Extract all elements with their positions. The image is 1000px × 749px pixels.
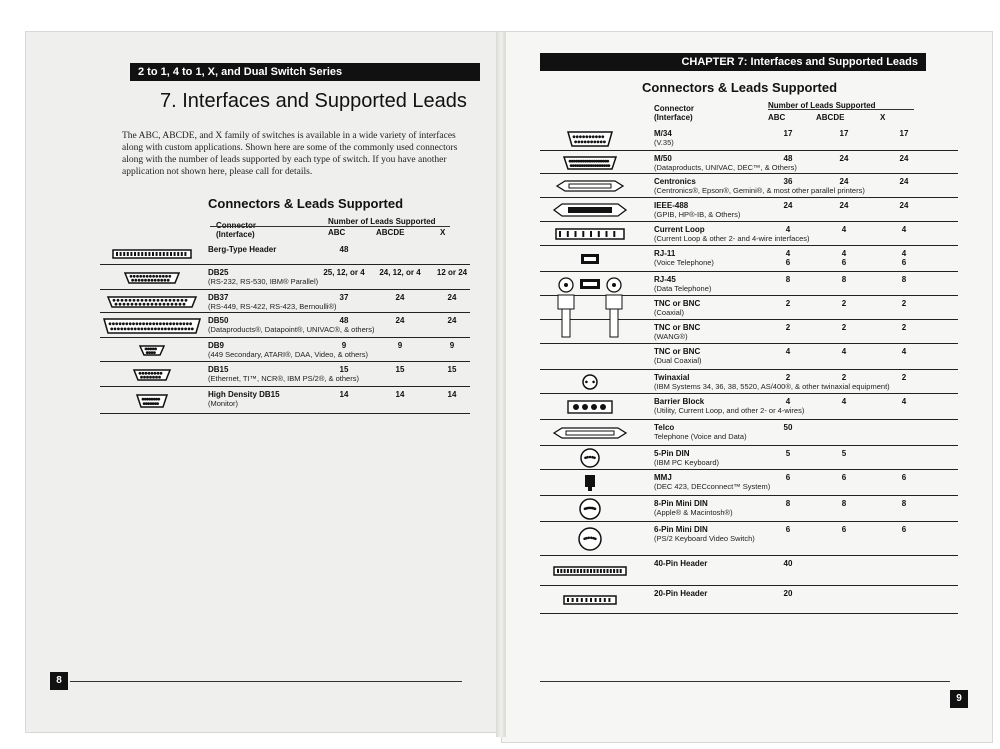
leads-x: 2 xyxy=(901,299,907,308)
connector-description: (Utility, Current Loop, and other 2- or 4-wires) xyxy=(654,406,805,415)
connector-name: DB50 xyxy=(208,316,229,325)
connector-row xyxy=(540,151,958,174)
connector-description: Telephone (Voice and Data) xyxy=(654,432,747,441)
connector-description: (IBM PC Keyboard) xyxy=(654,458,720,467)
connector-name: 8-Pin Mini DIN xyxy=(654,499,708,508)
right-col-abcde: ABCDE xyxy=(816,113,845,122)
right-col-connector: Connector xyxy=(654,104,694,113)
connector-row xyxy=(100,242,470,265)
connector-description: (PS/2 Keyboard Video Switch) xyxy=(654,534,755,543)
connector-description: (Centronics®, Epson®, Gemini®, & most other parallel printers) xyxy=(654,186,865,195)
rj11-icon xyxy=(540,246,640,272)
connector-name: M/34 xyxy=(654,129,672,138)
connector-name: Current Loop xyxy=(654,225,705,234)
intro-paragraph: The ABC, ABCDE, and X family of switches is available in a wide variety of interfaces along with custom applications. Shown here are some of the commonly used connectors along with the number of leads supported by each type of switch. If you have another application not shown here, please call for details. xyxy=(122,131,458,177)
connector-name: DB15 xyxy=(208,365,229,374)
ieee488-icon xyxy=(540,198,640,222)
right-col-x: X xyxy=(880,113,886,122)
left-col-x: X xyxy=(440,228,446,237)
left-col-connector: Connector xyxy=(216,221,256,230)
leads-abc: 2 xyxy=(785,373,791,382)
leads-abc: 36 xyxy=(783,177,793,186)
connector-row xyxy=(540,126,958,151)
connector-row xyxy=(540,446,958,470)
leads-x: 2 xyxy=(901,373,907,382)
leads-abcde: 4 xyxy=(841,397,847,406)
leads-x: 4 xyxy=(901,397,907,406)
db9-icon xyxy=(100,338,204,362)
connector-row xyxy=(540,556,958,586)
right-col-interface: (Interface) xyxy=(654,113,693,122)
right-page-number: 9 xyxy=(950,690,968,708)
leads-abc: 48 xyxy=(339,316,349,325)
connector-name: RJ-11 xyxy=(654,249,676,258)
connector-description: (RS-232, RS-530, IBM® Parallel) xyxy=(208,277,319,286)
leads-abcde: 2 xyxy=(841,299,847,308)
connector-row xyxy=(100,313,470,338)
leads-abcde: 6 xyxy=(841,473,847,482)
right-col-group: Number of Leads Supported xyxy=(768,101,876,110)
left-col-abcde: ABCDE xyxy=(376,228,405,237)
leads-abc: 4 6 xyxy=(785,249,791,267)
left-page-number: 8 xyxy=(50,672,68,690)
right-header-bar: CHAPTER 7: Interfaces and Supported Leads xyxy=(540,53,926,71)
connector-row xyxy=(540,344,958,370)
leads-x: 12 or 24 xyxy=(436,268,468,277)
hd-db15-icon xyxy=(100,387,204,414)
leads-x: 24 xyxy=(899,177,909,186)
leads-abcde: 24, 12, or 4 xyxy=(379,268,421,277)
db15-icon xyxy=(100,362,204,387)
connector-row xyxy=(540,320,958,344)
connector-name: High Density DB15 xyxy=(208,390,280,399)
connector-name: IEEE-488 xyxy=(654,201,689,210)
connector-description: (Voice Telephone) xyxy=(654,258,714,267)
leads-abcde: 5 xyxy=(841,449,847,458)
barrier-block-icon xyxy=(540,394,640,420)
leads-abc: 25, 12, or 4 xyxy=(323,268,365,277)
connector-row xyxy=(540,470,958,496)
connector-name: 40-Pin Header xyxy=(654,559,708,568)
leads-abc: 48 xyxy=(783,154,793,163)
connector-description: (IBM Systems 34, 36, 38, 5520, AS/400®, & other twinaxial equipment) xyxy=(654,382,890,391)
connector-name: DB25 xyxy=(208,268,229,277)
leads-abcde: 6 xyxy=(841,525,847,534)
left-col-abc: ABC xyxy=(328,228,346,237)
connector-row xyxy=(100,338,470,362)
connector-name: Centronics xyxy=(654,177,696,186)
page-title: 7. Interfaces and Supported Leads xyxy=(160,90,467,112)
connector-description: (WANG®) xyxy=(654,332,688,341)
connector-row xyxy=(540,496,958,522)
leads-x: 24 xyxy=(899,201,909,210)
leads-abc: 8 xyxy=(785,499,791,508)
leads-x: 6 xyxy=(901,525,907,534)
leads-x: 4 6 xyxy=(901,249,907,267)
leads-abc: 6 xyxy=(785,525,791,534)
left-header-bar: 2 to 1, 4 to 1, X, and Dual Switch Series xyxy=(130,63,480,81)
leads-abcde: 4 6 xyxy=(841,249,847,267)
connector-name: 20-Pin Header xyxy=(654,589,708,598)
connector-description: (Monitor) xyxy=(208,399,239,408)
m34-icon xyxy=(540,126,640,151)
left-footer-rule xyxy=(70,681,462,682)
leads-abcde: 4 xyxy=(841,225,847,234)
telco-icon xyxy=(540,420,640,446)
leads-abc: 4 xyxy=(785,347,791,356)
connector-row xyxy=(100,290,470,313)
leads-x: 4 xyxy=(901,347,907,356)
pin20-header-icon xyxy=(540,586,640,614)
connector-name: Berg-Type Header xyxy=(208,245,277,254)
connector-name: Barrier Block xyxy=(654,397,705,406)
berg-header-icon xyxy=(100,242,204,265)
connector-name: 6-Pin Mini DIN xyxy=(654,525,708,534)
leads-abcde: 17 xyxy=(839,129,849,138)
connector-name: TNC or BNC xyxy=(654,299,701,308)
bnc-icon xyxy=(540,296,640,320)
db50-icon xyxy=(100,313,204,338)
right-col-abc: ABC xyxy=(768,113,786,122)
leads-abc: 4 xyxy=(785,225,791,234)
connector-name: 5-Pin DIN xyxy=(654,449,690,458)
connector-name: MMJ xyxy=(654,473,672,482)
leads-abc: 14 xyxy=(339,390,349,399)
pin40-header-icon xyxy=(540,556,640,586)
twinaxial-icon xyxy=(540,370,640,394)
leads-abc: 5 xyxy=(785,449,791,458)
connector-row xyxy=(540,296,958,320)
connector-description: (Apple® & Macintosh®) xyxy=(654,508,733,517)
connector-row xyxy=(540,420,958,446)
leads-abc: 15 xyxy=(339,365,349,374)
leads-abc: 17 xyxy=(783,129,793,138)
leads-x: 8 xyxy=(901,275,907,284)
leads-abc: 37 xyxy=(339,293,349,302)
leads-abc: 8 xyxy=(785,275,791,284)
mini-din8-icon xyxy=(540,496,640,522)
connector-description: (RS-449, RS-422, RS-423, Bernoulli®) xyxy=(208,302,337,311)
leads-abcde: 2 xyxy=(841,323,847,332)
leads-x: 8 xyxy=(901,499,907,508)
leads-x: 24 xyxy=(447,316,457,325)
leads-abcde: 14 xyxy=(395,390,405,399)
connector-description: (V.35) xyxy=(654,138,674,147)
leads-abc: 48 xyxy=(339,245,349,254)
connector-description: (Dual Coaxial) xyxy=(654,356,702,365)
db25-icon xyxy=(100,265,204,290)
mmj-icon xyxy=(540,470,640,496)
leads-abc: 6 xyxy=(785,473,791,482)
leads-abc: 50 xyxy=(783,423,793,432)
connector-row xyxy=(540,174,958,198)
connector-row xyxy=(100,362,470,387)
connector-description: (Dataproducts®, Datapoint®, UNIVAC®, & others) xyxy=(208,325,375,334)
leads-abcde: 4 xyxy=(841,347,847,356)
leads-x: 4 xyxy=(901,225,907,234)
leads-x: 9 xyxy=(449,341,455,350)
left-col-interface: (Interface) xyxy=(216,230,255,239)
connector-name: M/50 xyxy=(654,154,672,163)
leads-x: 24 xyxy=(447,293,457,302)
leads-x: 2 xyxy=(901,323,907,332)
leads-x: 14 xyxy=(447,390,457,399)
left-section-title: Connectors & Leads Supported xyxy=(208,196,404,211)
leads-abcde: 24 xyxy=(395,316,405,325)
centronics-icon xyxy=(540,174,640,198)
connector-name: TNC or BNC xyxy=(654,347,701,356)
left-col-group: Number of Leads Supported xyxy=(328,217,436,226)
connector-description: (Data Telephone) xyxy=(654,284,712,293)
leads-x: 15 xyxy=(447,365,457,374)
leads-x: 6 xyxy=(901,473,907,482)
book-spine xyxy=(496,32,506,737)
connector-description: (Current Loop & other 2- and 4-wire interfaces) xyxy=(654,234,810,243)
right-header-underline xyxy=(768,109,914,110)
current-loop-icon xyxy=(540,222,640,246)
connector-description: (Coaxial) xyxy=(654,308,685,317)
leads-abcde: 15 xyxy=(395,365,405,374)
leads-abc: 2 xyxy=(785,299,791,308)
connector-description: (Ethernet, TI™, NCR®, IBM PS/2®, & others) xyxy=(208,374,359,383)
db37-icon xyxy=(100,290,204,313)
leads-abc: 20 xyxy=(783,589,793,598)
connector-row xyxy=(540,394,958,420)
leads-abcde: 8 xyxy=(841,275,847,284)
right-footer-rule xyxy=(540,681,950,682)
connector-description: (DEC 423, DECconnect™ System) xyxy=(654,482,771,491)
connector-row xyxy=(540,522,958,556)
connector-name: RJ-45 xyxy=(654,275,676,284)
din5-icon xyxy=(540,446,640,470)
leads-abcde: 8 xyxy=(841,499,847,508)
connector-row xyxy=(100,265,470,290)
leads-abcde: 2 xyxy=(841,373,847,382)
connector-row xyxy=(540,222,958,246)
leads-abc: 24 xyxy=(783,201,793,210)
leads-x: 24 xyxy=(899,154,909,163)
right-section-title: Connectors & Leads Supported xyxy=(642,80,838,95)
leads-abcde: 24 xyxy=(839,201,849,210)
leads-abcde: 24 xyxy=(839,177,849,186)
connector-description: (449 Secondary, ATARI®, DAA, Video, & others) xyxy=(208,350,369,359)
connector-row xyxy=(540,198,958,222)
left-header-underline xyxy=(210,226,450,227)
connector-name: Telco xyxy=(654,423,675,432)
mini-din6-icon xyxy=(540,522,640,556)
leads-abc: 40 xyxy=(783,559,793,568)
leads-abc: 9 xyxy=(341,341,347,350)
connector-row xyxy=(540,370,958,394)
connector-name: TNC or BNC xyxy=(654,323,701,332)
connector-name: DB9 xyxy=(208,341,225,350)
connector-name: DB37 xyxy=(208,293,229,302)
leads-abcde: 24 xyxy=(839,154,849,163)
connector-description: (GPIB, HP®-IB, & Others) xyxy=(654,210,741,219)
leads-abc: 2 xyxy=(785,323,791,332)
m50-icon xyxy=(540,151,640,174)
leads-abcde: 24 xyxy=(395,293,405,302)
leads-x: 17 xyxy=(899,129,909,138)
connector-description: (Dataproducts, UNIVAC, DEC™, & Others) xyxy=(654,163,797,172)
connector-row xyxy=(100,387,470,414)
connector-row xyxy=(540,586,958,614)
connector-row xyxy=(540,246,958,272)
leads-abcde: 9 xyxy=(397,341,403,350)
connector-name: Twinaxial xyxy=(654,373,690,382)
leads-abc: 4 xyxy=(785,397,791,406)
